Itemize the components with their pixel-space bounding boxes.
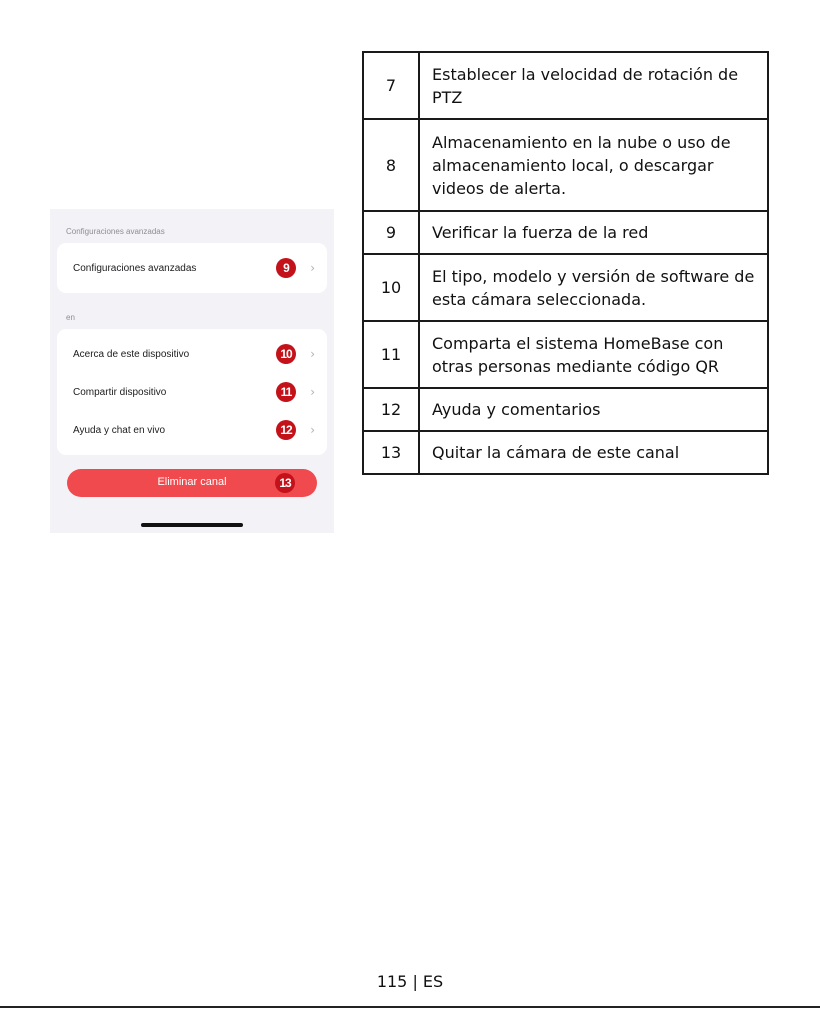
row-description: Comparta el sistema HomeBase con otras personas mediante código QR — [419, 321, 768, 388]
row-number: 7 — [363, 52, 419, 119]
chevron-right-icon: › — [310, 385, 315, 399]
callout-badge-12: 12 — [276, 420, 296, 440]
row-description: Quitar la cámara de este canal — [419, 431, 768, 474]
home-indicator — [141, 523, 243, 527]
about-device-label: Acerca de este dispositivo — [73, 348, 190, 360]
share-device-row[interactable] — [57, 373, 327, 411]
table-row — [363, 388, 768, 431]
callout-badge-11: 11 — [276, 382, 296, 402]
section-header-advanced: Configuraciones avanzadas — [66, 227, 165, 236]
table-row — [363, 254, 768, 321]
row-number: 11 — [363, 321, 419, 388]
delete-channel-label: Eliminar canal — [157, 476, 227, 488]
callout-badge-10: 10 — [276, 344, 296, 364]
help-chat-row[interactable] — [57, 411, 327, 449]
help-chat-label: Ayuda y chat en vivo — [73, 424, 166, 436]
row-number: 12 — [363, 388, 419, 431]
delete-channel-button[interactable] — [67, 469, 317, 497]
page-number: 115 | ES — [376, 972, 444, 991]
table-row — [363, 321, 768, 388]
table-row — [363, 431, 768, 474]
row-description: Almacenamiento en la nube o uso de almacenamiento local, o descargar videos de alerta. — [419, 119, 768, 211]
row-number: 8 — [363, 119, 419, 211]
row-description: Establecer la velocidad de rotación de PTZ — [419, 52, 768, 119]
chevron-right-icon: › — [310, 261, 315, 275]
callout-badge-13: 13 — [275, 473, 295, 493]
row-description: El tipo, modelo y versión de software de esta cámara seleccionada. — [419, 254, 768, 321]
chevron-right-icon: › — [310, 423, 315, 437]
reference-table — [362, 51, 769, 475]
chevron-right-icon: › — [310, 347, 315, 361]
table-row — [363, 211, 768, 254]
advanced-settings-row[interactable] — [57, 249, 327, 287]
row-number: 9 — [363, 211, 419, 254]
row-description: Verificar la fuerza de la red — [419, 211, 768, 254]
device-card — [57, 329, 327, 455]
callout-badge-9: 9 — [276, 258, 296, 278]
about-device-row[interactable] — [57, 335, 327, 373]
advanced-settings-card — [57, 243, 327, 293]
share-device-label: Compartir dispositivo — [73, 386, 167, 398]
advanced-settings-label: Configuraciones avanzadas — [73, 262, 197, 274]
table-row — [363, 52, 768, 119]
bottom-rule — [0, 1006, 820, 1008]
row-number: 13 — [363, 431, 419, 474]
row-number: 10 — [363, 254, 419, 321]
table-row — [363, 119, 768, 211]
row-description: Ayuda y comentarios — [419, 388, 768, 431]
section-header-en: en — [66, 313, 75, 322]
app-screenshot — [50, 209, 334, 533]
